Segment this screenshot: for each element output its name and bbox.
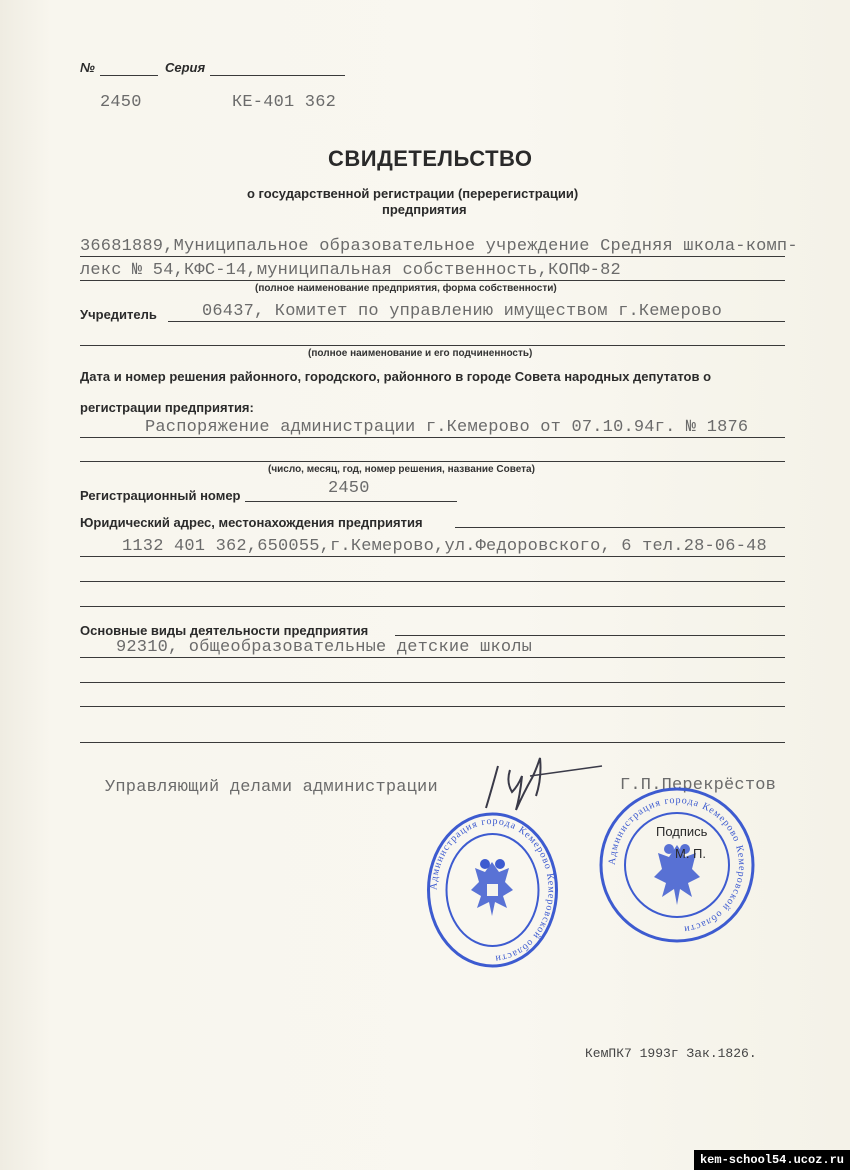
address-underline-2 [80,581,785,582]
registration-underline [245,501,457,502]
address-value: 1132 401 362,650055,г.Кемерово,ул.Федоровского, 6 тел.28-06-48 [122,537,767,556]
founder-hint: (полное наименование и его подчиненность) [308,348,533,359]
document-title: СВИДЕТЕЛЬСТВО [328,146,533,171]
enterprise-underline-2 [80,280,785,281]
activity-underline-3 [80,706,785,707]
activity-underline-0 [395,635,785,636]
founder-label: Учредитель [80,307,157,322]
founder-underline-2 [80,345,785,346]
enterprise-name-line2: лекс № 54,КФС-14,муниципальная собственность,КОПФ-82 [80,261,621,280]
activity-underline-1 [80,657,785,658]
decision-underline-1 [80,437,785,438]
stamp-caption-signature: Подпись [656,824,708,839]
number-underline [100,75,158,76]
document-subtitle-line1: о государственной регистрации (перерегистрации) [247,186,579,201]
registration-value: 2450 [328,479,370,498]
activity-underline-4 [80,742,785,743]
address-label: Юридический адрес, местонахождения предприятия [80,515,423,530]
print-mark: КемПК7 1993г Зак.1826. [585,1046,757,1061]
series-value: КЕ-401 362 [232,93,337,112]
stamp-caption-mp: М. П. [675,846,707,861]
activity-label: Основные виды деятельности предприятия [80,623,369,638]
left-seal-ring-text: Администрация города Кемерово Кемеровской области [428,815,557,965]
signatory-name: Г.П.Перекрёстов [620,776,777,795]
decision-label-line2: регистрации предприятия: [80,400,254,415]
address-underline-1 [80,556,785,557]
enterprise-hint: (полное наименование предприятия, форма собственности) [255,283,557,294]
number-value: 2450 [100,93,142,112]
series-label: Серия [165,60,206,75]
activity-underline-2 [80,682,785,683]
decision-hint: (число, месяц, год, номер решения, название Совета) [268,464,535,475]
enterprise-name-line1: 36681889,Муниципальное образовательное учреждение Средняя школа-комп- [80,237,798,256]
site-watermark: kem-school54.ucoz.ru [694,1150,850,1170]
series-underline [210,75,345,76]
decision-value: Распоряжение администрации г.Кемерово от 07.10.94г. № 1876 [145,418,749,437]
document-subtitle-line2: предприятия [382,202,467,217]
founder-underline-1 [168,321,785,322]
founder-value: 06437, Комитет по управлению имуществом г.Кемерово [202,302,723,321]
number-label: № [80,60,95,75]
right-seal-icon [598,785,756,945]
address-underline-0 [455,527,785,528]
decision-underline-2 [80,461,785,462]
activity-value: 92310, общеобразовательные детские школы [116,638,533,657]
registration-label: Регистрационный номер [80,488,241,503]
decision-label-line1: Дата и номер решения районного, городского, районного в городе Совета народных депутатов о [80,369,712,384]
enterprise-underline-1 [80,256,785,257]
handwritten-signature-icon [470,748,610,818]
right-seal-ring-text: Администрация города Кемерово Кемеровской области [606,794,748,935]
signatory-position: Управляющий делами администрации [105,778,438,797]
left-seal-icon [425,810,560,970]
address-underline-3 [80,606,785,607]
